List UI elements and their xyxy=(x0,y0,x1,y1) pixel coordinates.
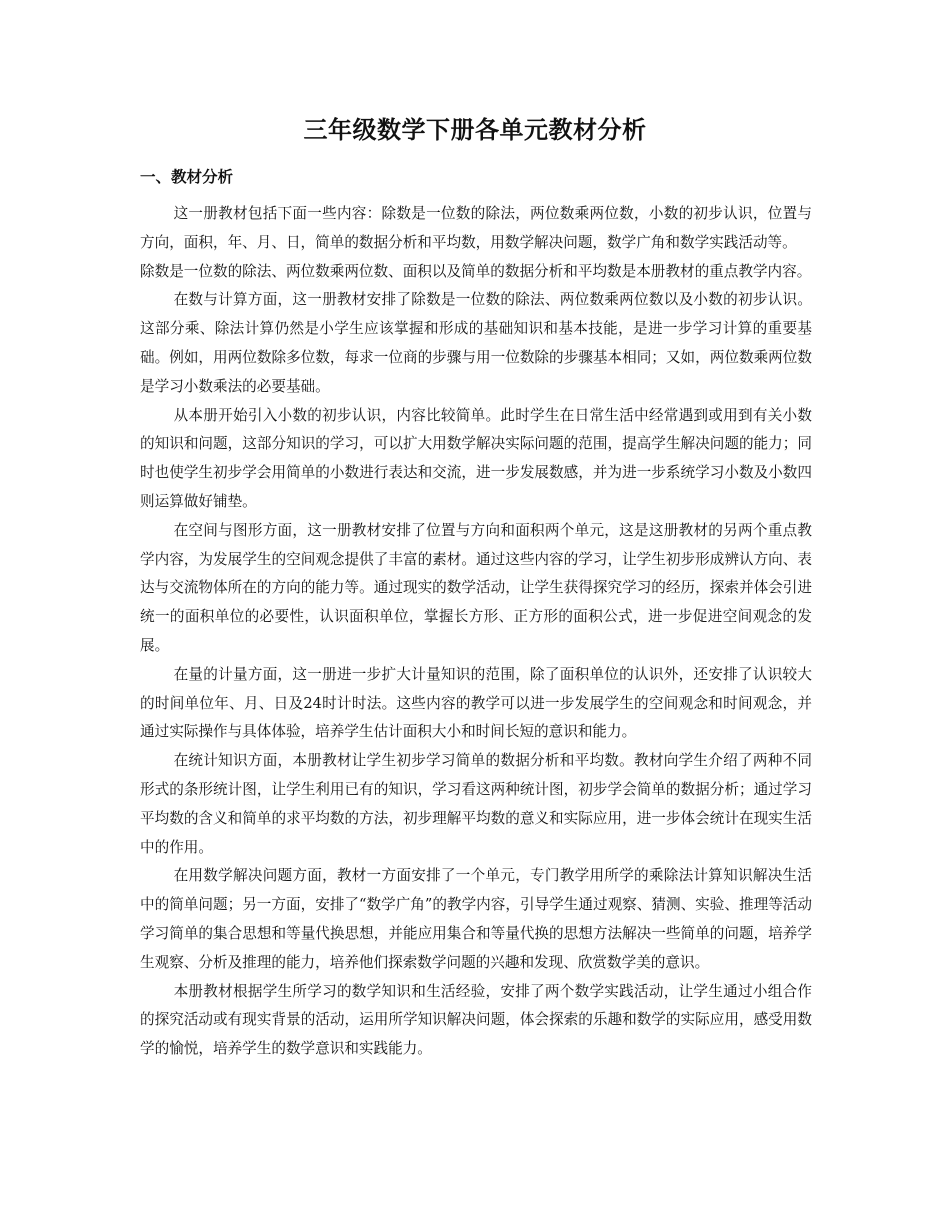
paragraph-number-calculation: 在数与计算方面，这一册教材安排了除数是一位数的除法、两位数乘两位数以及小数的初步认识。这部分乘、除法计算仍然是小学生应该掌握和形成的基础知识和基本技能，是进一步学习计算的重要基础。例如，用两位数除多位数，每求一位商的步骤与用一位数除的步骤基本相同；又如，两位数乘两位数是学习小数乘法的必要基础。 xyxy=(140,291,812,395)
paragraph-contents-overview: 这一册教材包括下面一些内容：除数是一位数的除法，两位数乘两位数，小数的初步认识，位置与方向，面积，年、月、日，简单的数据分析和平均数，用数学解决问题，数学广角和数学实践活动等。 xyxy=(140,205,812,251)
paragraph-measurement: 在量的计量方面，这一册进一步扩大计量知识的范围，除了面积单位的认识外，还安排了认识较大的时间单位年、月、日及24时计时法。这些内容的教学可以进一步发展学生的空间观念和时间观念，并通过实际操作与具体体验，培养学生估计面积大小和时间长短的意识和能力。 xyxy=(140,665,812,741)
paragraph-space-geometry: 在空间与图形方面，这一册教材安排了位置与方向和面积两个单元，这是这册教材的另两个重点教学内容，为发展学生的空间观念提供了丰富的素材。通过这些内容的学习，让学生初步形成辨认方向、表达与交流物体所在的方向的能力等。通过现实的数学活动，让学生获得探究学习的经历，探索并体会引进统一的面积单位的必要性，认识面积单位，掌握长方形、正方形的面积公式，进一步促进空间观念的发展。 xyxy=(140,521,812,654)
paragraph-key-content: 除数是一位数的除法、两位数乘两位数、面积以及简单的数据分析和平均数是本册教材的重点教学内容。 xyxy=(140,262,812,280)
paragraph-decimals: 从本册开始引入小数的初步认识，内容比较简单。此时学生在日常生活中经常遇到或用到有关小数的知识和问题，这部分知识的学习，可以扩大用数学解决实际问题的范围，提高学生解决问题的能力；同时也使学生初步学会用简单的小数进行表达和交流，进一步发展数感，并为进一步系统学习小数及小数四则运算做好铺垫。 xyxy=(140,406,812,510)
paragraph-statistics: 在统计知识方面，本册教材让学生初步学习简单的数据分析和平均数。教材向学生介绍了两种不同形式的条形统计图，让学生利用已有的知识，学习看这两种统计图，初步学会简单的数据分析；通过学习平均数的含义和简单的求平均数的方法，初步理解平均数的意义和实际应用，进一步体会统计在现实生活中的作用。 xyxy=(140,752,812,856)
paragraph-problem-solving: 在用数学解决问题方面，教材一方面安排了一个单元，专门教学用所学的乘除法计算知识解决生活中的简单问题；另一方面，安排了“数学广角”的教学内容，引导学生通过观察、猜测、实验、推理等活动学习简单的集合思想和等量代换思想，并能应用集合和等量代换的思想方法解决一些简单的问题，培养学生观察、分析及推理的能力，培养他们探索数学问题的兴趣和发现、欣赏数学美的意识。 xyxy=(140,867,812,971)
body-text xyxy=(140,200,812,1064)
section-heading: 一、教材分析 xyxy=(140,167,234,186)
paragraph-practice-activities: 本册教材根据学生所学习的数学知识和生活经验，安排了两个数学实践活动，让学生通过小组合作的探究活动或有现实背景的活动，运用所学知识解决问题，体会探索的乐趣和数学的实际应用，感受用数学的愉悦，培养学生的数学意识和实践能力。 xyxy=(140,982,812,1058)
page-title: 三年级数学下册各单元教材分析 xyxy=(303,115,647,144)
